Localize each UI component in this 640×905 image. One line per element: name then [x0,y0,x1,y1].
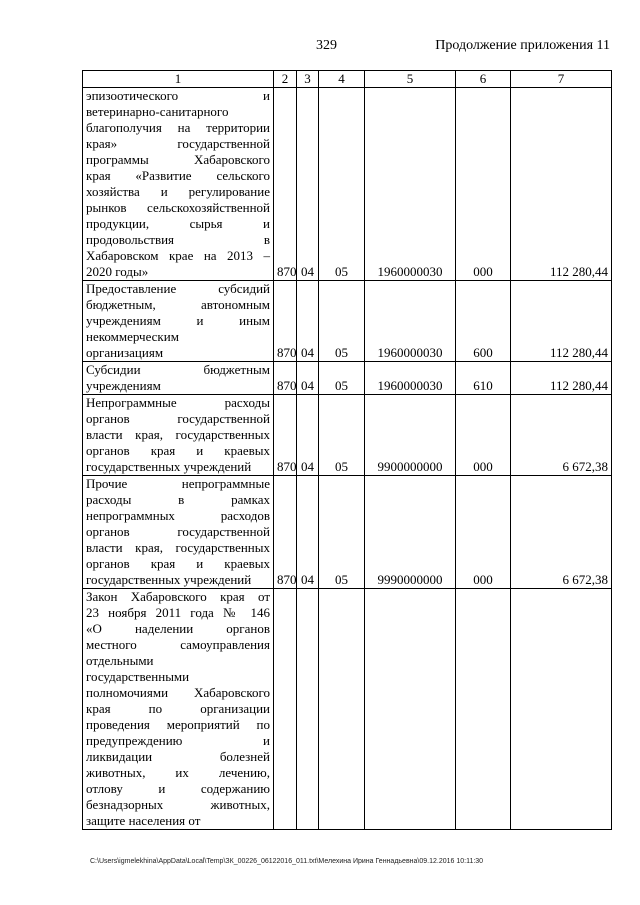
column-header: 7 [511,71,612,88]
row-name-line: Хабаровском крае на 2013 – [86,248,270,263]
expense-type-cell: 000 [456,476,511,589]
amount-cell: 112 280,44 [511,281,612,362]
row-name-line: органов края и краевых [86,556,270,571]
row-name-line: продовольствия в [86,232,270,247]
amount-cell: 112 280,44 [511,362,612,395]
subsection-code-cell: 05 [319,476,365,589]
amount-cell: 6 672,38 [511,476,612,589]
row-name-cell [83,476,274,589]
row-name-line: некоммерческим [86,329,179,344]
expense-type-cell [456,589,511,830]
amount-cell: 6 672,38 [511,395,612,476]
row-name-line: Непрограммные расходы [86,395,270,410]
row-name-line: безнадзорных животных, [86,797,270,812]
subsection-code-cell: 05 [319,395,365,476]
row-name-line: защите населения от [86,813,201,828]
section-code-cell: 04 [297,362,319,395]
row-name-line: учреждениям и иным [86,313,270,328]
section-code-cell: 04 [297,88,319,281]
expense-type-cell: 610 [456,362,511,395]
column-header: 1 [83,71,274,88]
row-name-line: государственными [86,669,190,684]
row-name-cell [83,589,274,830]
row-name-line: бюджетным, автономным [86,297,270,312]
column-header: 2 [274,71,297,88]
row-name-line: непрограммных расходов [86,508,270,523]
table-row [83,281,612,362]
row-name-line: ветеринарно-санитарного [86,104,229,119]
table-row [83,362,612,395]
row-name-line: отдельными [86,653,154,668]
row-name-line: края «Развитие сельского [86,168,270,183]
section-code-cell: 04 [297,395,319,476]
target-article-cell: 9900000000 [365,395,456,476]
row-name-line: отлову и содержанию [86,781,270,796]
table-row [83,476,612,589]
section-code-cell: 04 [297,281,319,362]
target-article-cell: 1960000030 [365,88,456,281]
ministry-code-cell: 870 [274,281,297,362]
row-name-line: эпизоотического и [86,88,270,103]
expense-type-cell: 000 [456,88,511,281]
row-name-line: благополучия на территории [86,120,270,135]
row-name-line: 2020 годы» [86,264,149,279]
table-header-row [83,71,612,88]
column-header: 4 [319,71,365,88]
row-name-line: местного самоуправления [86,637,270,652]
row-name-line: программы Хабаровского [86,152,270,167]
column-header: 3 [297,71,319,88]
row-name-line: органов государственной [86,411,270,426]
amount-cell [511,589,612,830]
amount-cell: 112 280,44 [511,88,612,281]
row-name-cell [83,88,274,281]
target-article-cell: 1960000030 [365,362,456,395]
ministry-code-cell: 870 [274,476,297,589]
row-name-line: власти края, государственных [86,540,270,555]
expense-type-cell: 600 [456,281,511,362]
ministry-code-cell: 870 [274,88,297,281]
row-name-line: учреждениям [86,378,161,393]
row-name-line: Предоставление субсидий [86,281,270,296]
row-name-line: государственных учреждений [86,459,252,474]
table-row [83,88,612,281]
row-name-line: края» государственной [86,136,270,151]
row-name-line: проведения мероприятий по [86,717,270,732]
target-article-cell: 9990000000 [365,476,456,589]
subsection-code-cell: 05 [319,88,365,281]
row-name-line: ликвидации болезней [86,749,270,764]
row-name-line: органов государственной [86,524,270,539]
row-name-line: хозяйства и регулирование [86,184,270,199]
subsection-code-cell: 05 [319,281,365,362]
target-article-cell [365,589,456,830]
expense-type-cell: 000 [456,395,511,476]
section-code-cell: 04 [297,476,319,589]
row-name-line: 23 ноября 2011 года № 146 [86,605,270,620]
row-name-line: полномочиями Хабаровского [86,685,270,700]
row-name-cell [83,395,274,476]
row-name-line: органов края и краевых [86,443,270,458]
column-header: 5 [365,71,456,88]
row-name-line: животных, их лечению, [86,765,270,780]
ministry-code-cell [274,589,297,830]
file-path-footer: C:\Users\igmelekhina\AppData\Local\Temp\ЗК_00226_06122016_011.txt\Мелехина Ирина Геннадьевна\09.12.2016 10:11:30 [90,858,484,865]
page-number: 329 [316,38,337,53]
budget-table [82,70,612,830]
subsection-code-cell [319,589,365,830]
continuation-label: Продолжение приложения 11 [435,38,610,53]
row-name-line: продукции, сырья и [86,216,270,231]
target-article-cell: 1960000030 [365,281,456,362]
row-name-line: государственных учреждений [86,572,252,587]
row-name-line: Закон Хабаровского края от [86,589,270,604]
table-body [83,88,612,830]
table-row [83,395,612,476]
row-name-line: расходы в рамках [86,492,270,507]
row-name-line: края по организации [86,701,270,716]
column-header: 6 [456,71,511,88]
row-name-line: власти края, государственных [86,427,270,442]
subsection-code-cell: 05 [319,362,365,395]
row-name-line: Субсидии бюджетным [86,362,270,377]
row-name-line: Прочие непрограммные [86,476,270,491]
row-name-line: организациям [86,345,164,360]
ministry-code-cell: 870 [274,362,297,395]
section-code-cell [297,589,319,830]
row-name-line: «О наделении органов [86,621,270,636]
row-name-line: предупреждению и [86,733,270,748]
row-name-cell [83,281,274,362]
table-row [83,589,612,830]
ministry-code-cell: 870 [274,395,297,476]
row-name-line: рынков сельскохозяйственной [86,200,270,215]
row-name-cell [83,362,274,395]
